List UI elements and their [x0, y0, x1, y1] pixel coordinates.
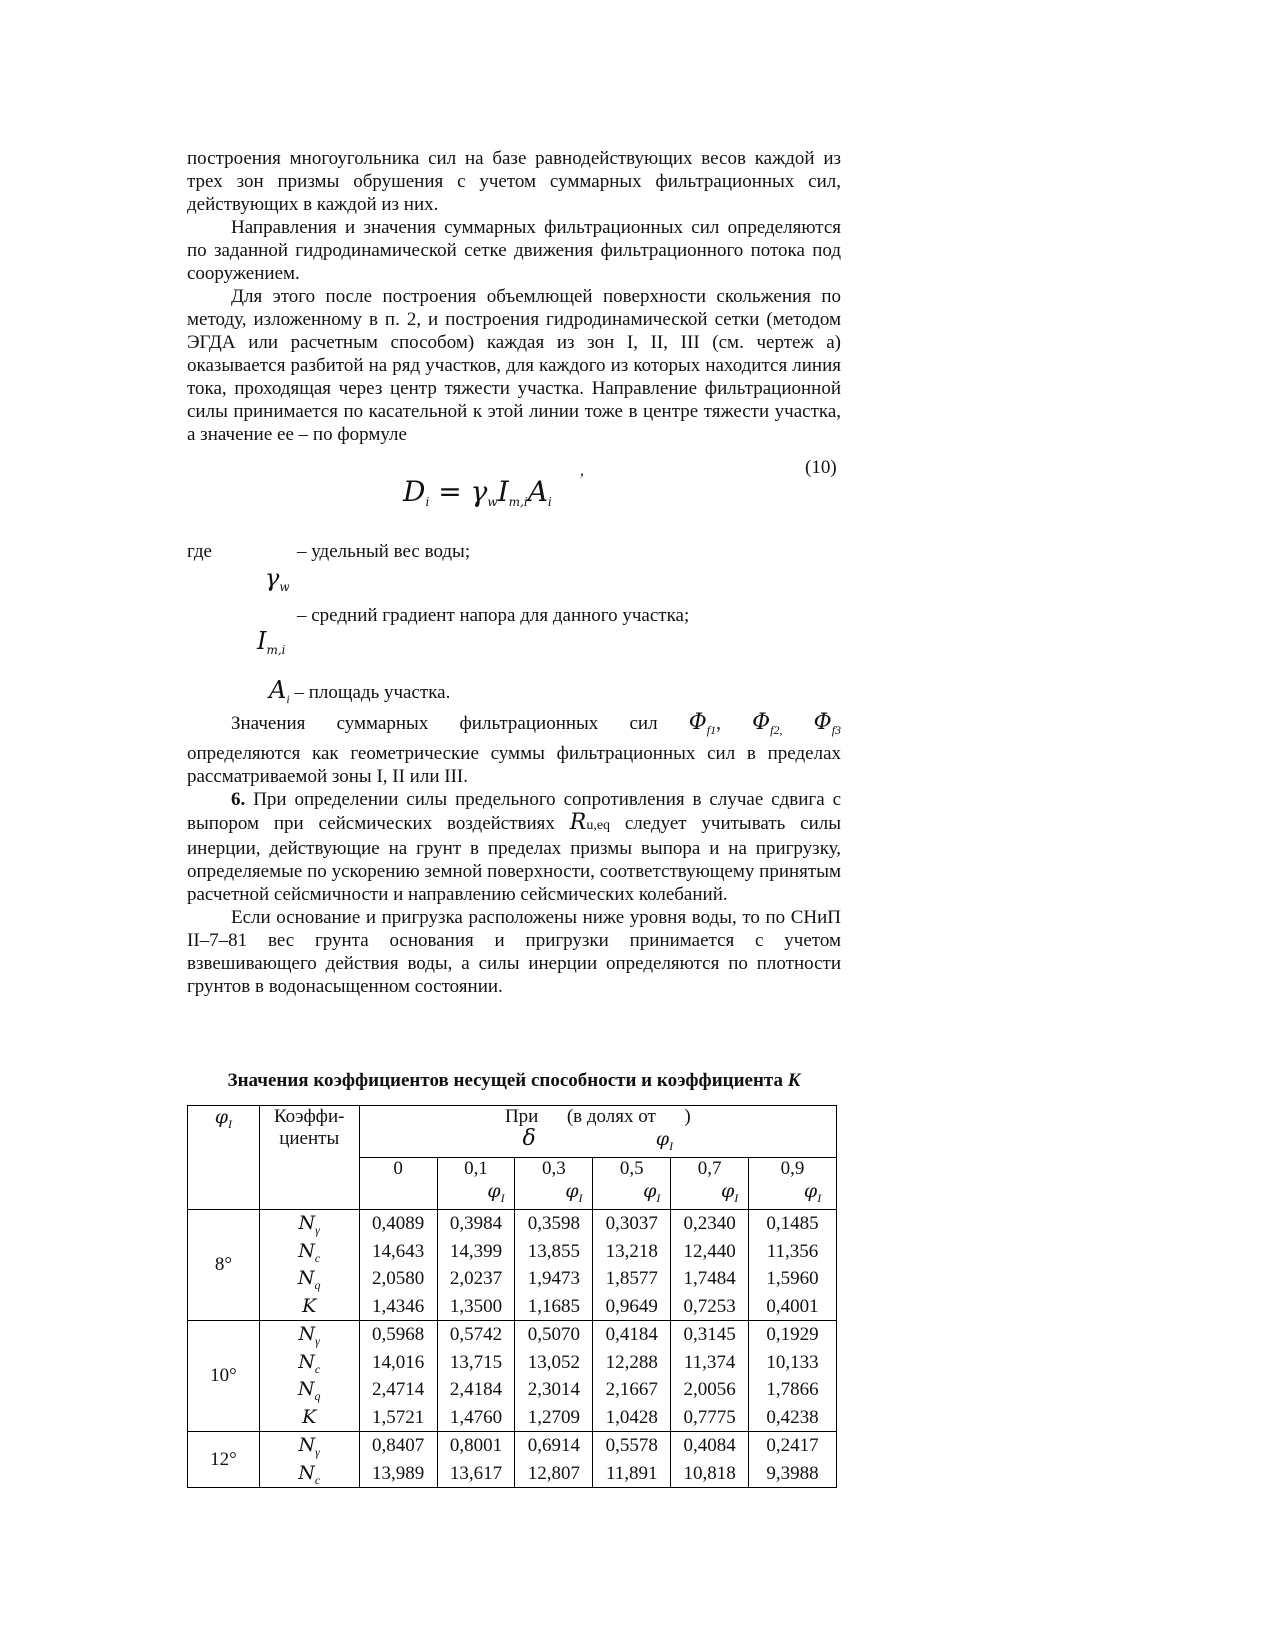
paragraph-3: Для этого после построения объемлющей поверхности скольжения по методу, изложенному в п. 2, и построения гидродинамической сетки (методом ЭГДА или расчетным способом) каждая из зон I, II, III (см. чертеж а) оказывается разбитой на ряд участков, для каждого из которых находится линия тока, проходящая через центр тяжести участка. Направление фильтрационной силы принимается по касательной к этой линии тоже в центре тяжести участка, а значение ее – по формуле — [187, 286, 841, 445]
value-cell: 0,8407 13,989 — [359, 1432, 437, 1488]
angle-cell: 10° — [188, 1321, 260, 1432]
paragraph-1: построения многоугольника сил на базе равнодействующих весов каждой из трех зон призмы обрушения с учетом суммарных фильтрационных сил, действующих в каждой из них. — [187, 148, 841, 215]
value-cell: 0,5742 13,715 2,4184 1,4760 — [437, 1321, 515, 1432]
header-phi: $\varphi_I$ — [188, 1106, 260, 1210]
document-body — [187, 147, 841, 446]
value-cell: 0,8001 13,617 — [437, 1432, 515, 1488]
value-cell: 0,4084 10,818 — [671, 1432, 749, 1488]
gradient-symbol: $I_{m,i}$ — [257, 627, 286, 657]
value-cell: 0,1485 11,356 1,5960 0,4001 — [749, 1210, 837, 1321]
value-cell: 0,3598 13,855 1,9473 1,1685 — [515, 1210, 593, 1321]
table-row — [188, 1321, 837, 1432]
gradient-description: – средний градиент напора для данного участка; — [297, 605, 690, 626]
coefficient-labels: $N_\gamma$ $N_c$ — [259, 1432, 359, 1488]
value-cell: 0,6914 12,807 — [515, 1432, 593, 1488]
value-cell: 0,3037 13,218 1,8577 0,9649 — [593, 1210, 671, 1321]
coefficient-labels: $N_\gamma$ $N_c$ $N_q$ K — [259, 1321, 359, 1432]
header-fraction-title: При (в долях от ) δ $\varphi_I$ — [359, 1106, 836, 1158]
formula-expression: $D_i = \gamma_wI_{m,i}A_i$ — [403, 475, 552, 509]
value-cell: 0,2417 9,3988 — [749, 1432, 837, 1488]
coefficient-labels: $N_\gamma$ $N_c$ $N_q$ K — [259, 1210, 359, 1321]
area-line: $A_i$ – площадь участка. — [269, 676, 451, 706]
value-cell: 0,5968 14,016 2,4714 1,5721 — [359, 1321, 437, 1432]
value-cell: 0,5070 13,052 2,3014 1,2709 — [515, 1321, 593, 1432]
formula-comma: , — [580, 462, 584, 479]
paragraph-6: Если основание и пригрузка расположены ниже уровня воды, то по СНиП II–7–81 вес грунта основания и пригрузки принимается с учетом взвешивающего действия воды, а силы инерции определяются по плотности грунтов в водонасыщенном состоянии. — [187, 907, 841, 997]
angle-cell: 12° — [188, 1432, 260, 1488]
value-cell: 0,1929 10,133 1,7866 0,4238 — [749, 1321, 837, 1432]
table-row — [188, 1210, 837, 1321]
gamma-symbol: $\gamma_w$ — [265, 564, 290, 594]
value-cell: 0,4089 14,643 2,0580 1,4346 — [359, 1210, 437, 1321]
value-cell: 0,5578 11,891 — [593, 1432, 671, 1488]
gamma-description: – удельный вес воды; — [297, 541, 471, 562]
coefficients-table — [187, 1105, 837, 1488]
header-fraction: 0,9 $\varphi_I$ — [749, 1158, 837, 1210]
value-cell: 0,2340 12,440 1,7484 0,7253 — [671, 1210, 749, 1321]
header-fraction: 0,1 $\varphi_I$ — [437, 1158, 515, 1210]
header-fraction: 0 — [359, 1158, 437, 1210]
where-word: где — [187, 541, 212, 562]
header-fraction: 0,3 $\varphi_I$ — [515, 1158, 593, 1210]
formula-number: (10) — [805, 457, 837, 478]
table-row — [188, 1432, 837, 1488]
header-coefficients: Коэффи- циенты — [259, 1106, 359, 1210]
header-fraction: 0,5 $\varphi_I$ — [593, 1158, 671, 1210]
table-caption: Значения коэффициентов несущей способности и коэффициента K — [227, 1070, 801, 1091]
header-fraction: 0,7 $\varphi_I$ — [671, 1158, 749, 1210]
value-cell: 0,3984 14,399 2,0237 1,3500 — [437, 1210, 515, 1321]
paragraph-2: Направления и значения суммарных фильтрационных сил определяются по заданной гидродинамической сетке движения фильтрационного потока под сооружением. — [187, 217, 841, 284]
value-cell: 0,3145 11,374 2,0056 0,7775 — [671, 1321, 749, 1432]
paragraph-4: Значения суммарных фильтрационных сил $\Phi_{f1}$, $\Phi_{f2,}$ $\Phi_{f3}$ определяются как геометрические суммы фильтрационных сил в пределах рассматриваемой зоны I, II или III. 6. При определении силы предельного сопротивления в случае сдвига с выпором при сейсмических воздействиях Ru,eq следует учитывать силы инерции, действующие на грунт в пределах призмы выпора и на пригрузку, определяемые по ускорению земной поверхности, соответствующему принятым расчетной сейсмичности и направлению сейсмических колебаний. Если основание и пригрузка расположены ниже уровня воды, то по СНиП II–7–81 вес грунта основания и пригрузки принимается с учетом взвешивающего действия воды, а силы инерции определяются по плотности грунтов в водонасыщенном состоянии. — [187, 710, 842, 997]
angle-cell: 8° — [188, 1210, 260, 1321]
value-cell: 0,4184 12,288 2,1667 1,0428 — [593, 1321, 671, 1432]
